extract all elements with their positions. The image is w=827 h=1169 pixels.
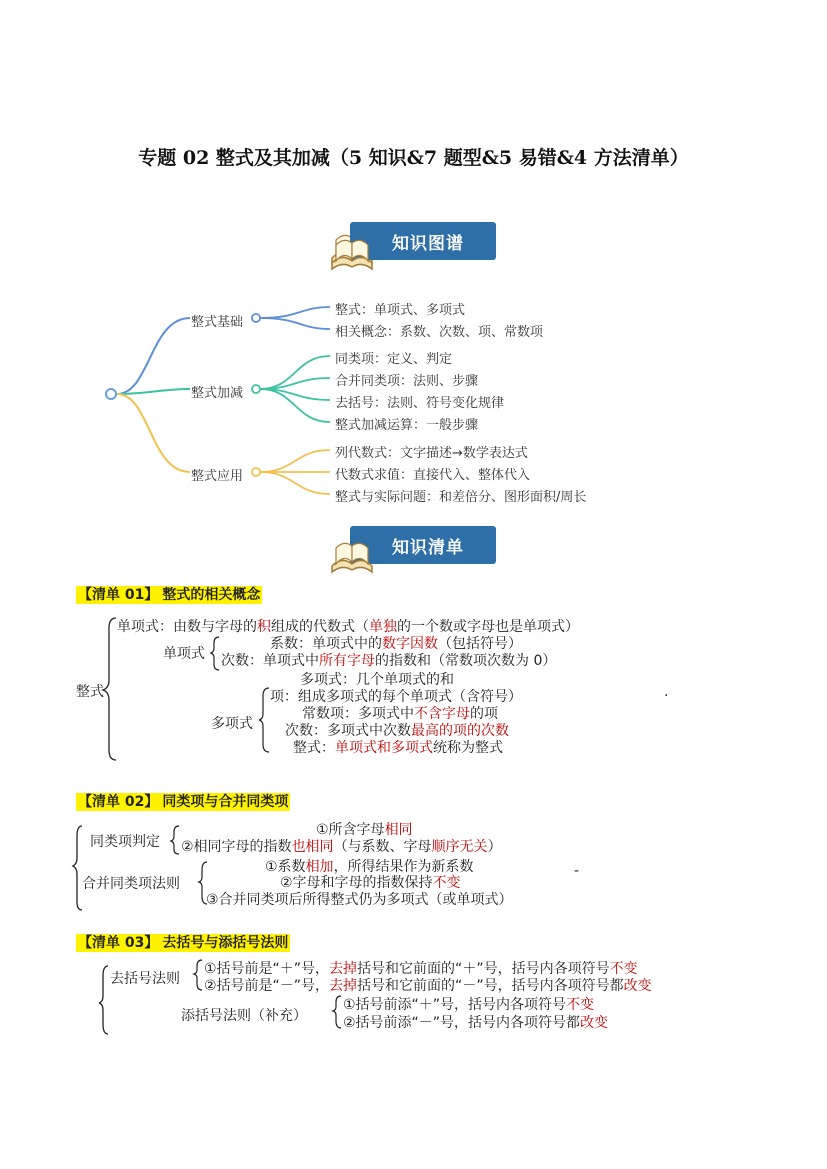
text: 统称为整式 — [433, 740, 503, 756]
text: 整式： — [293, 740, 335, 756]
text: ①括号前添“＋”号，括号内各项符号 — [343, 997, 567, 1013]
text: ，所得结果作为新系数 — [333, 859, 474, 875]
definition-line — [221, 650, 556, 670]
emphasis: 去掉 — [329, 978, 358, 994]
mindmap-branch: 整式基础 — [191, 315, 244, 330]
mindmap-leaf: 整式加减运算：一般步骤 — [335, 418, 479, 433]
text: ①所含字母 — [316, 822, 385, 838]
text: ①系数 — [265, 859, 306, 875]
merge-label: 合并同类项法则 — [82, 876, 180, 892]
text: ） — [487, 839, 502, 855]
text: 次数：单项式中 — [221, 653, 319, 669]
text: 括号和它前面的“－”号，括号内各项符号都 — [357, 978, 624, 994]
emphasis: 改变 — [580, 1015, 609, 1031]
poly-label: 多项式 — [211, 716, 253, 732]
stray-mark: - — [574, 863, 580, 879]
emphasis: 单独 — [369, 619, 397, 635]
mindmap-leaf: 列代数式：文字描述→数学表达式 — [335, 446, 528, 461]
emphasis: 最高的项的次数 — [411, 723, 509, 739]
emphasis: 改变 — [623, 978, 652, 994]
section-banner-knowledge-list: 知识清单 — [350, 526, 496, 564]
mindmap-leaf: 去括号：法则、符号变化规律 — [335, 396, 505, 411]
emphasis: 不变 — [566, 997, 595, 1013]
emphasis: 相同 — [384, 822, 413, 838]
emphasis: 所有字母 — [319, 653, 375, 669]
remove-label: 去括号法则 — [110, 971, 180, 987]
rule-line — [343, 994, 594, 1014]
text: 次数：多项式中次数 — [285, 723, 411, 739]
emphasis: 不变 — [609, 961, 638, 977]
judge-label: 同类项判定 — [90, 834, 160, 850]
page-title: 专题 02 整式及其加减（5 知识&7 题型&5 易错&4 方法清单） — [138, 147, 689, 169]
emphasis: 不含字母 — [414, 706, 470, 722]
text: 的指数和（常数项次数为 0） — [375, 653, 557, 669]
root-label: 整式 — [76, 684, 104, 700]
text: （与系数、字母 — [333, 839, 432, 855]
definition-line: 项：组成多项式的每个单项式（含符号） — [270, 689, 522, 705]
mindmap-branch: 整式加减 — [191, 386, 244, 401]
text: 的一个数或字母也是单项式） — [397, 619, 579, 635]
text: 系数：单项式中的 — [270, 636, 382, 652]
stray-mark: . — [664, 684, 669, 700]
emphasis: 去掉 — [329, 961, 358, 977]
emphasis: 顺序无关 — [431, 839, 488, 855]
mindmap-leaf: 合并同类项：法则、步骤 — [335, 374, 479, 389]
section-tag: 【清单 03】 — [78, 935, 159, 951]
text: （包括符号） — [438, 636, 522, 652]
emphasis: 单项式和多项式 — [335, 740, 433, 756]
mindmap-leaf: 代数式求值：直接代入、整体代入 — [335, 468, 531, 483]
mindmap-branch: 整式应用 — [191, 469, 244, 484]
text: 的项 — [470, 706, 498, 722]
section-tag: 【清单 01】 — [78, 587, 159, 603]
book-icon — [330, 536, 374, 576]
text: 括号和它前面的“＋”号，括号内各项符号 — [357, 961, 610, 977]
section-title: 同类项与合并同类项 — [162, 794, 289, 810]
text: 组成的代数式（ — [271, 619, 369, 635]
section-title: 整式的相关概念 — [162, 587, 261, 603]
add-label: 添括号法则（补充） — [181, 1008, 307, 1024]
section-tag: 【清单 02】 — [78, 794, 159, 810]
section-heading — [76, 791, 290, 811]
text: ②字母和字母的指数保持 — [280, 875, 433, 891]
mindmap-leaf: 同类项：定义、判定 — [335, 352, 453, 367]
text: ②括号前添“－”号，括号内各项符号都 — [343, 1015, 581, 1031]
definition-line: 多项式：几个单项式的和 — [300, 672, 454, 688]
text: 单项式：由数与字母的 — [117, 619, 257, 635]
text: ①括号前是“＋”号， — [204, 961, 330, 977]
rule-line — [343, 1012, 608, 1032]
emphasis: 数字因数 — [382, 636, 438, 652]
emphasis: 积 — [257, 619, 271, 635]
mindmap-leaf: 相关概念：系数、次数、项、常数项 — [335, 325, 544, 340]
section-title: 去括号与添括号法则 — [162, 935, 289, 951]
mindmap-leaf: 整式与实际问题：和差倍分、图形面积/周长 — [335, 490, 587, 505]
mono-label: 单项式 — [163, 646, 205, 662]
emphasis: 不变 — [432, 875, 461, 891]
emphasis: 也相同 — [291, 839, 334, 855]
text: ②相同字母的指数 — [181, 839, 292, 855]
text: ②括号前是“－”号， — [204, 978, 330, 994]
section-heading — [76, 932, 290, 952]
section-banner-knowledge-map: 知识图谱 — [350, 222, 496, 260]
definition-line — [293, 737, 503, 757]
rule-line: ③合并同类项后所得整式仍为多项式（或单项式） — [206, 892, 513, 908]
emphasis: 相加 — [305, 859, 334, 875]
mindmap-leaf: 整式：单项式、多项式 — [335, 303, 466, 318]
rule-line — [204, 975, 652, 995]
text: 常数项：多项式中 — [302, 706, 414, 722]
rule-line — [181, 836, 502, 856]
